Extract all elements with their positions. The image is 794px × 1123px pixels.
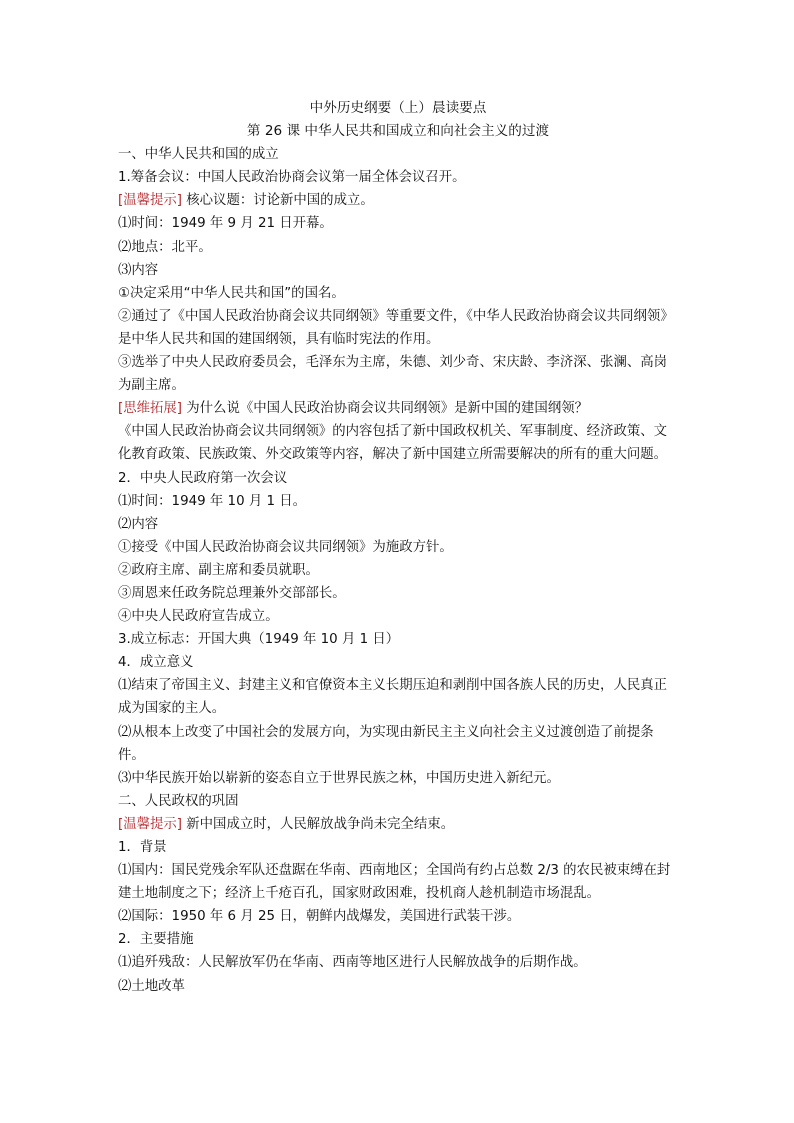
text-line [118,674,678,720]
text-line [118,628,678,651]
line-text: 一、中华人民共和国的成立 [118,147,279,163]
document-body [118,97,678,998]
line-text: ③选举了中央人民政府委员会，毛泽东为主席，朱德、刘少奇、宋庆龄、李济深、张澜、高岗为副主席。 [118,355,668,394]
line-text: ④中央人民政府宣告成立。 [118,609,279,625]
line-text: ②政府主席、副主席和委员就职。 [118,562,319,578]
line-text: ⑴时间：1949 年 9 月 21 日开幕。 [118,216,333,232]
text-line [118,282,678,305]
line-text: 2．中央人民政府第一次会议 [118,470,288,486]
text-line [118,236,678,259]
tip-tag: [温馨提示] [118,193,183,209]
line-text: 1．背景 [118,840,167,855]
line-text: 1.筹备会议：中国人民政治协商会议第一届全体会议召开。 [118,170,466,186]
line-text: ①接受《中国人民政治协商会议共同纲领》为施政方针。 [118,539,453,555]
text-line [118,905,678,928]
text-line [118,305,678,351]
text-line [118,767,678,790]
text-line [118,143,678,166]
text-line [118,420,678,466]
text-line [118,605,678,628]
line-text: 4．成立意义 [118,655,194,671]
text-line [118,536,678,559]
document-title: 中外历史纲要（上）晨读要点 [309,100,487,116]
lesson-subtitle: 第 26 课 中华人民共和国成立和向社会主义的过渡 [246,123,550,140]
text-line [118,397,678,420]
tip-tag: [思维拓展] [118,401,183,417]
text-line [118,467,678,490]
tip-tag: [温馨提示] [118,816,183,832]
line-text: ⑵地点：北平。 [118,239,212,255]
line-text: 二、人民政权的巩固 [118,793,239,809]
line-text: ⑵从根本上改变了中国社会的发展方向，为实现由新民主主义向社会主义过渡创造了前提条件。 [118,724,654,763]
text-line [118,651,678,674]
text-line [118,559,678,582]
line-text: ⑴国内：国民党残余军队还盘踞在华南、西南地区；全国尚有约占总数 2/3 的农民被束缚在封建土地制度之下；经济上千疮百孔，国家财政困难，投机商人趁机制造市场混乱。 [118,863,671,902]
text-line [118,189,678,212]
line-text: ③周恩来任政务院总理兼外交部部长。 [118,585,346,601]
text-lines [118,143,678,997]
line-text: 为什么说《中国人民政治协商会议共同纲领》是新中国的建国纲领？ [182,401,588,417]
line-text: 3.成立标志：开国大典（1949 年 10 月 1 日） [118,632,400,648]
line-text: ⑶内容 [118,262,159,278]
text-line [118,212,678,235]
text-line [118,490,678,513]
line-text: ⑶中华民族开始以崭新的姿态自立于世界民族之林，中国历史进入新纪元。 [118,770,560,786]
text-line [118,351,678,397]
text-line [118,813,678,836]
line-text: ⑴结束了帝国主义、封建主义和官僚资本主义长期压迫和剥削中国各族人民的历史，人民真正成为国家的主人。 [118,678,668,717]
line-text: 《中国人民政治协商会议共同纲领》的内容包括了新中国政权机关、军事制度、经济政策、文化教育政策、民族政策、外交政策等内容，解决了新中国建立所需要解决的所有的重大问题。 [118,424,668,463]
line-text: 核心议题：讨论新中国的成立。 [182,193,374,209]
line-text: ①决定采用“中华人民共和国”的国名。 [118,285,345,301]
text-line [118,259,678,282]
text-line [118,166,678,189]
text-line [118,975,678,998]
text-line [118,790,678,813]
line-text: ⑵土地改革 [118,978,185,994]
text-line [118,836,678,859]
line-text: ⑵国际：1950 年 6 月 25 日，朝鲜内战爆发，美国进行武装干涉。 [118,909,521,925]
text-line [118,951,678,974]
line-text: ②通过了《中国人民政治协商会议共同纲领》等重要文件，《中华人民政治协商会议共同纲领》是中华人民共和国的建国纲领，具有临时宪法的作用。 [118,308,674,347]
line-text: 2．主要措施 [118,932,194,948]
text-line [118,582,678,605]
line-text: ⑵内容 [118,516,159,532]
text-line [118,859,678,905]
text-line [118,513,678,536]
text-line [118,721,678,767]
line-text: ⑴时间：1949 年 10 月 1 日。 [118,493,307,509]
text-line [118,928,678,951]
line-text: ⑴追歼残敌：人民解放军仍在华南、西南等地区进行人民解放战争的后期作战。 [118,955,587,971]
line-text: 新中国成立时，人民解放战争尚未完全结束。 [182,816,455,832]
